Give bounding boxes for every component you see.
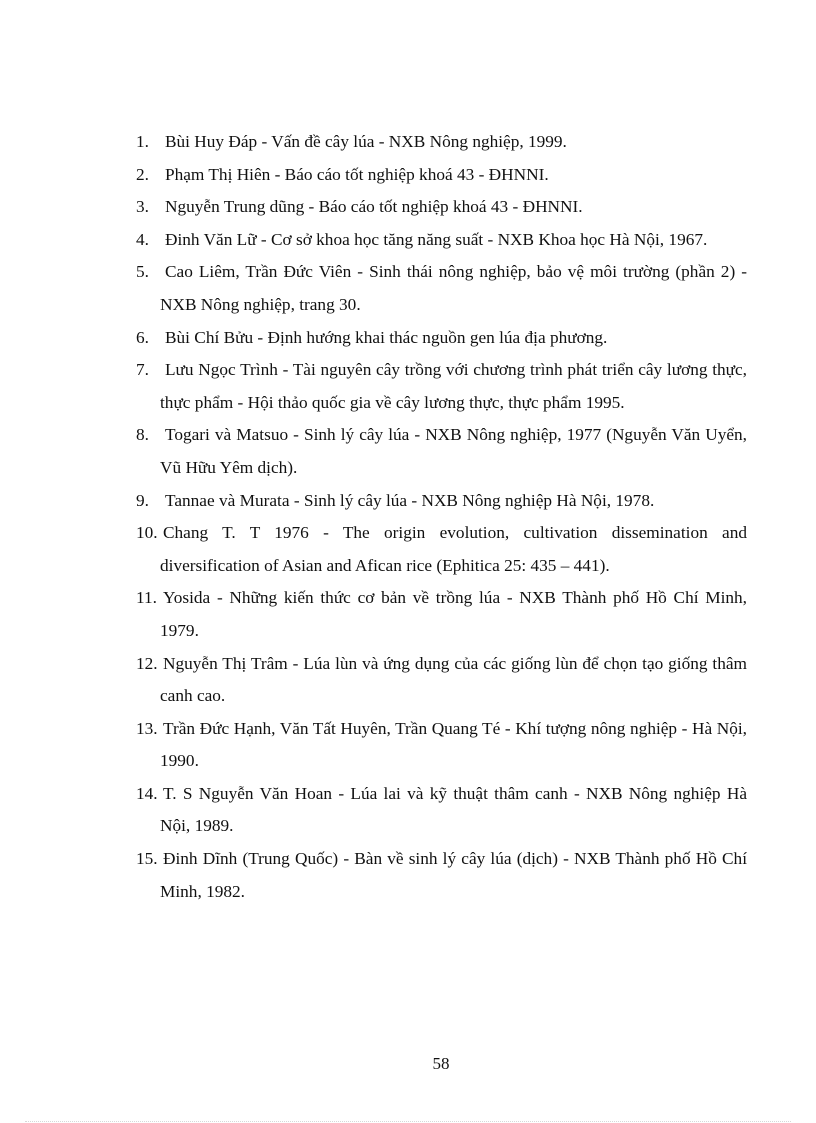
reference-number: 5. — [136, 262, 149, 282]
reference-number: 3. — [136, 197, 149, 217]
reference-text: Bùi Chí Bửu - Định hướng khai thác nguồn gen lúa địa phương. — [165, 327, 608, 347]
reference-text: Nguyễn Thị Trâm - Lúa lùn và ứng dụng của các giống lùn để chọn tạo giống thâm canh cao. — [160, 653, 747, 706]
reference-number: 9. — [136, 490, 149, 510]
reference-item-6 — [136, 322, 747, 355]
reference-item-8 — [136, 419, 747, 484]
reference-number: 8. — [136, 425, 149, 445]
reference-item-12 — [136, 648, 747, 713]
reference-item-1 — [136, 126, 747, 159]
reference-number: 1. — [136, 132, 149, 151]
reference-item-14 — [136, 778, 747, 843]
reference-number: 14. — [136, 783, 158, 803]
reference-text: Bùi Huy Đáp - Vấn đề cây lúa - NXB Nông nghiệp, 1999. — [165, 132, 567, 151]
reference-item-2 — [136, 159, 747, 192]
reference-item-13 — [136, 713, 747, 778]
reference-list — [136, 126, 747, 908]
reference-text: Lưu Ngọc Trình - Tài nguyên cây trồng với chương trình phát triển cây lương thực, thực phẩm - Hội thảo quốc gia về cây lương thực, thực phẩm 1995. — [160, 360, 747, 412]
reference-item-11 — [136, 582, 747, 647]
page-number: 58 — [432, 1054, 450, 1073]
reference-number: 15. — [136, 849, 158, 869]
reference-item-3 — [136, 191, 747, 224]
reference-item-10 — [136, 517, 747, 582]
reference-number: 12. — [136, 653, 158, 673]
reference-text: Đinh Dĩnh (Trung Quốc) - Bàn về sinh lý cây lúa (dịch) - NXB Thành phố Hồ Chí Minh, 1982. — [160, 849, 747, 901]
reference-text: Togari và Matsuo - Sinh lý cây lúa - NXB Nông nghiệp, 1977 (Nguyễn Văn Uyển, Vũ Hữu Yêm dịch). — [160, 425, 747, 477]
reference-item-9 — [136, 485, 747, 518]
reference-text: Chang T. T 1976 - The origin evolution, cultivation dissemination and diversification of Asian and Afican rice (Ephitica 25: 435 – 441). — [160, 523, 747, 575]
reference-text: Cao Liêm, Trần Đức Viên - Sinh thái nông nghiệp, bảo vệ môi trường (phần 2) - NXB Nông nghiệp, trang 30. — [160, 262, 747, 314]
reference-text: T. S Nguyễn Văn Hoan - Lúa lai và kỹ thuật thâm canh - NXB Nông nghiệp Hà Nội, 1989. — [160, 783, 747, 836]
reference-text: Trần Đức Hạnh, Văn Tất Huyên, Trần Quang Té - Khí tượng nông nghiệp - Hà Nội, 1990. — [160, 718, 747, 771]
reference-item-5 — [136, 256, 747, 321]
reference-text: Đinh Văn Lữ - Cơ sở khoa học tăng năng suất - NXB Khoa học Hà Nội, 1967. — [165, 229, 708, 249]
reference-text: Nguyễn Trung dũng - Báo cáo tốt nghiệp khoá 43 - ĐHNNI. — [165, 197, 583, 217]
reference-item-7 — [136, 354, 747, 419]
reference-number: 4. — [136, 229, 149, 249]
reference-number: 6. — [136, 327, 149, 347]
reference-number: 2. — [136, 164, 149, 184]
reference-item-4 — [136, 224, 747, 257]
reference-text: Phạm Thị Hiên - Báo cáo tốt nghiệp khoá 43 - ĐHNNI. — [165, 164, 549, 184]
reference-number: 10. — [136, 523, 158, 543]
reference-item-15 — [136, 843, 747, 908]
reference-number: 11. — [136, 588, 157, 608]
reference-number: 13. — [136, 718, 158, 738]
page-bottom-divider — [25, 1121, 791, 1122]
reference-number: 7. — [136, 360, 149, 380]
reference-text: Tannae và Murata - Sinh lý cây lúa - NXB Nông nghiệp Hà Nội, 1978. — [165, 490, 655, 510]
reference-text: Yosida - Những kiến thức cơ bản về trồng lúa - NXB Thành phố Hồ Chí Minh, 1979. — [160, 588, 747, 640]
